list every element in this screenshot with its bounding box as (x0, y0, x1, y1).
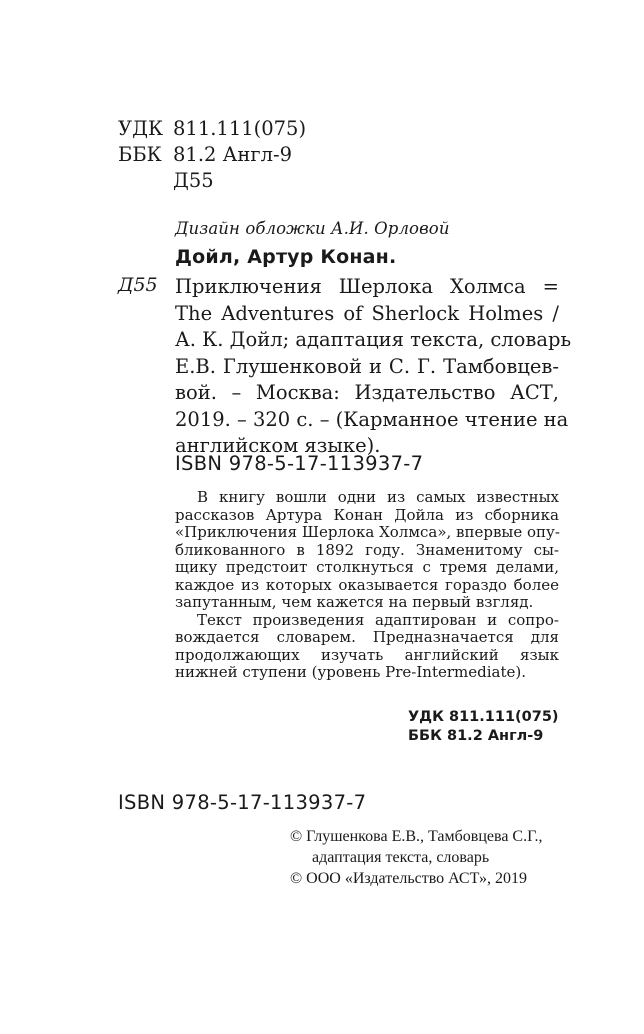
annotation-line: бликованного в 1892 году. Знаменитому сы- (175, 540, 559, 559)
isbn-bottom: ISBN 978-5-17-113937-7 (118, 791, 367, 814)
annotation-line: каждое из которых оказывается гораздо более (175, 575, 559, 594)
annotation-line: продолжающих изучать английский язык (175, 645, 559, 664)
bbk-label: ББК (118, 143, 162, 166)
annotation-line: запутанным, чем кажется на первый взгляд. (175, 593, 534, 611)
isbn-main: ISBN 978-5-17-113937-7 (175, 452, 424, 475)
copyright-line-1: © Глушенкова Е.В., Тамбовцева С.Г., (290, 828, 543, 845)
copyright-block (290, 826, 543, 889)
cover-design-credit: Дизайн обложки А.И. Орловой (175, 219, 450, 238)
udk-value: 811.111(075) (173, 117, 307, 140)
bbk-row (118, 142, 306, 168)
author-code: Д55 (118, 274, 158, 296)
annotation-line: вождается словарем. Предназначается для (175, 628, 559, 646)
biblio-line: Приключения Шерлока Холмса = (175, 275, 559, 298)
biblio-line: The Adventures of Sherlock Holmes / (175, 301, 559, 325)
bbk-bold: ББК 81.2 Англ-9 (408, 728, 544, 744)
annotation (175, 489, 559, 682)
annotation-line: рассказов Артура Конан Дойла из сборника (175, 505, 559, 524)
annotation-line: нижней ступени (уровень Pre-Intermediate). (175, 663, 526, 681)
udc-block (118, 116, 306, 194)
bibliographic-description (175, 274, 572, 460)
biblio-line: английском языке). (175, 434, 381, 457)
author-heading: Дойл, Артур Конан. (175, 246, 397, 268)
annotation-line: Текст произведения адаптирован и сопро- (197, 610, 559, 629)
biblio-line: А. К. Дойл; адаптация текста, словарь (175, 328, 572, 351)
annotation-line: В книгу вошли одни из самых известных (197, 488, 559, 506)
copyright-line-3: © ООО «Издательство АСТ», 2019 (290, 870, 527, 887)
copyright-line-2: адаптация текста, словарь (312, 849, 490, 866)
annotation-line: щику предстоит столкнуться с тремя делами, (175, 558, 559, 576)
udk-row (118, 116, 306, 142)
classification-bold (408, 708, 559, 746)
author-mark: Д55 (173, 169, 214, 192)
biblio-line: Е.В. Глушенковой и С. Г. Тамбовцев- (175, 354, 559, 378)
udk-bold: УДК 811.111(075) (408, 709, 559, 725)
annotation-line: «Приключения Шерлока Холмса», впервые опу- (175, 523, 560, 541)
bbk-value: 81.2 Англ-9 (173, 143, 292, 166)
biblio-line: вой. – Москва: Издательство АСТ, (175, 381, 559, 404)
udk-label: УДК (118, 117, 164, 140)
biblio-line: 2019. – 320 с. – (Карманное чтение на (175, 407, 569, 431)
